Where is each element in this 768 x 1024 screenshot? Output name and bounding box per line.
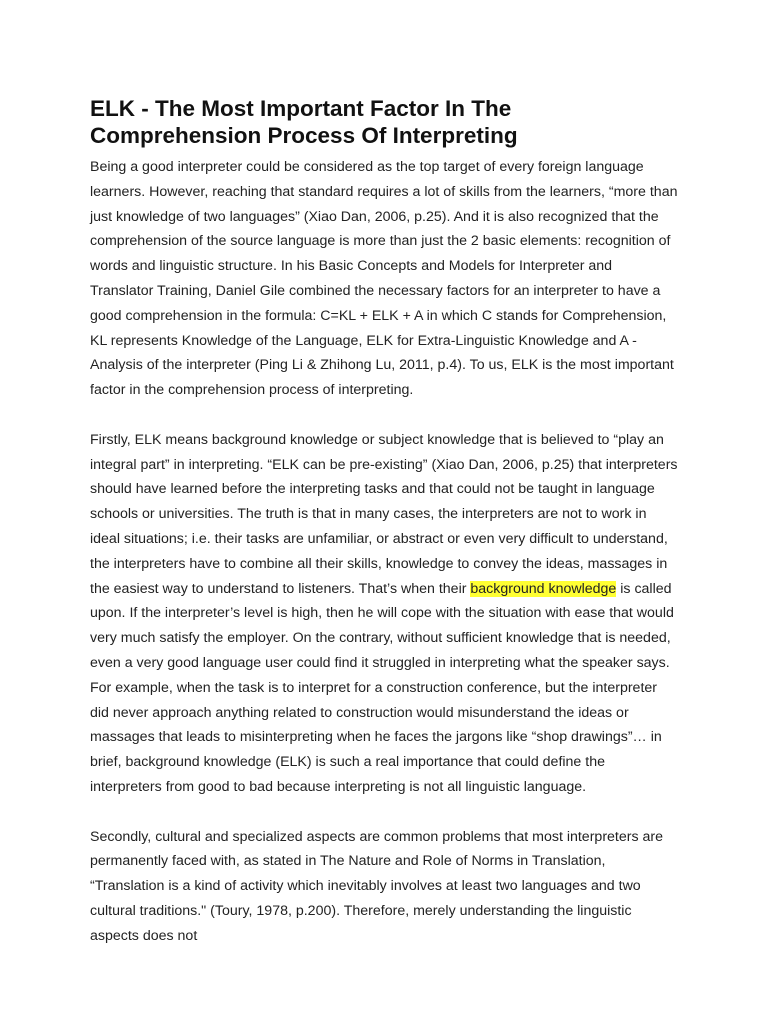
- paragraph-3: Secondly, cultural and specialized aspects are common problems that most interpreters are permanently faced with, as stated in The Nature and Role of Norms in Translation, “Translation is a kind of activity which inevitably involves at least two languages and two cultural traditions." (Toury, 1978, p.200). Therefore, merely understanding the linguistic aspects does not: [90, 828, 664, 944]
- paragraph-1: Being a good interpreter could be considered as the top target of every foreign language learners. However, reaching that standard requires a lot of skills from the learners, “more than just knowledge of two languages” (Xiao Dan, 2006, p.25). And it is also recognized that the comprehension of the source language is more than just the 2 basic elements: recognition of words and linguistic structure. In his Basic Concepts and Models for Interpreter and Translator Training, Daniel Gile combined the necessary factors for an interpreter to have a good comprehension in the formula: C=KL + ELK + A in which C stands for Comprehension, KL represents Knowledge of the Language, ELK for Extra-Linguistic Knowledge and A - Analysis of the interpreter (Ping Li & Zhihong Lu, 2011, p.4). To us, ELK is the most important factor in the comprehension process of interpreting.: [90, 159, 678, 399]
- highlighted-phrase: background knowledge: [470, 580, 617, 597]
- paragraph-2-text-end: is called upon. If the interpreter’s level is high, then he will cope with the situation with ease that would very much satisfy the employer. On the contrary, without sufficient knowledge that is needed, even a very good language user could find it struggled in interpreting what the speaker says. For example, when the task is to interpret for a construction conference, but the interpreter did never approach anything related to construction would misunderstand the ideas or massages that leads to misinterpreting when he faces the jargons like “shop drawings”… in brief, background knowledge (ELK) is such a real importance that could define the interpreters from good to bad because interpreting is not all linguistic language.: [90, 580, 674, 795]
- article-title: ELK - The Most Important Factor In The Comprehension Process Of Interpreting: [90, 96, 518, 148]
- paragraph-2: [90, 428, 678, 800]
- paragraph-2-text-start: Firstly, ELK means background knowledge or subject knowledge that is believed to “play an integral part” in interpreting. “ELK can be pre-existing” (Xiao Dan, 2006, p.25) that interpreters should have learned before the interpreting tasks and that could not be taught in language schools or universities. The truth is that in many cases, the interpreters are not to work in ideal situations; i.e. their tasks are unfamiliar, or abstract or even very difficult to understand, the interpreters have to combine all their skills, knowledge to convey the ideas, massages in the easiest way to understand to listeners. That’s when their: [90, 431, 678, 597]
- document-page: [90, 95, 678, 973]
